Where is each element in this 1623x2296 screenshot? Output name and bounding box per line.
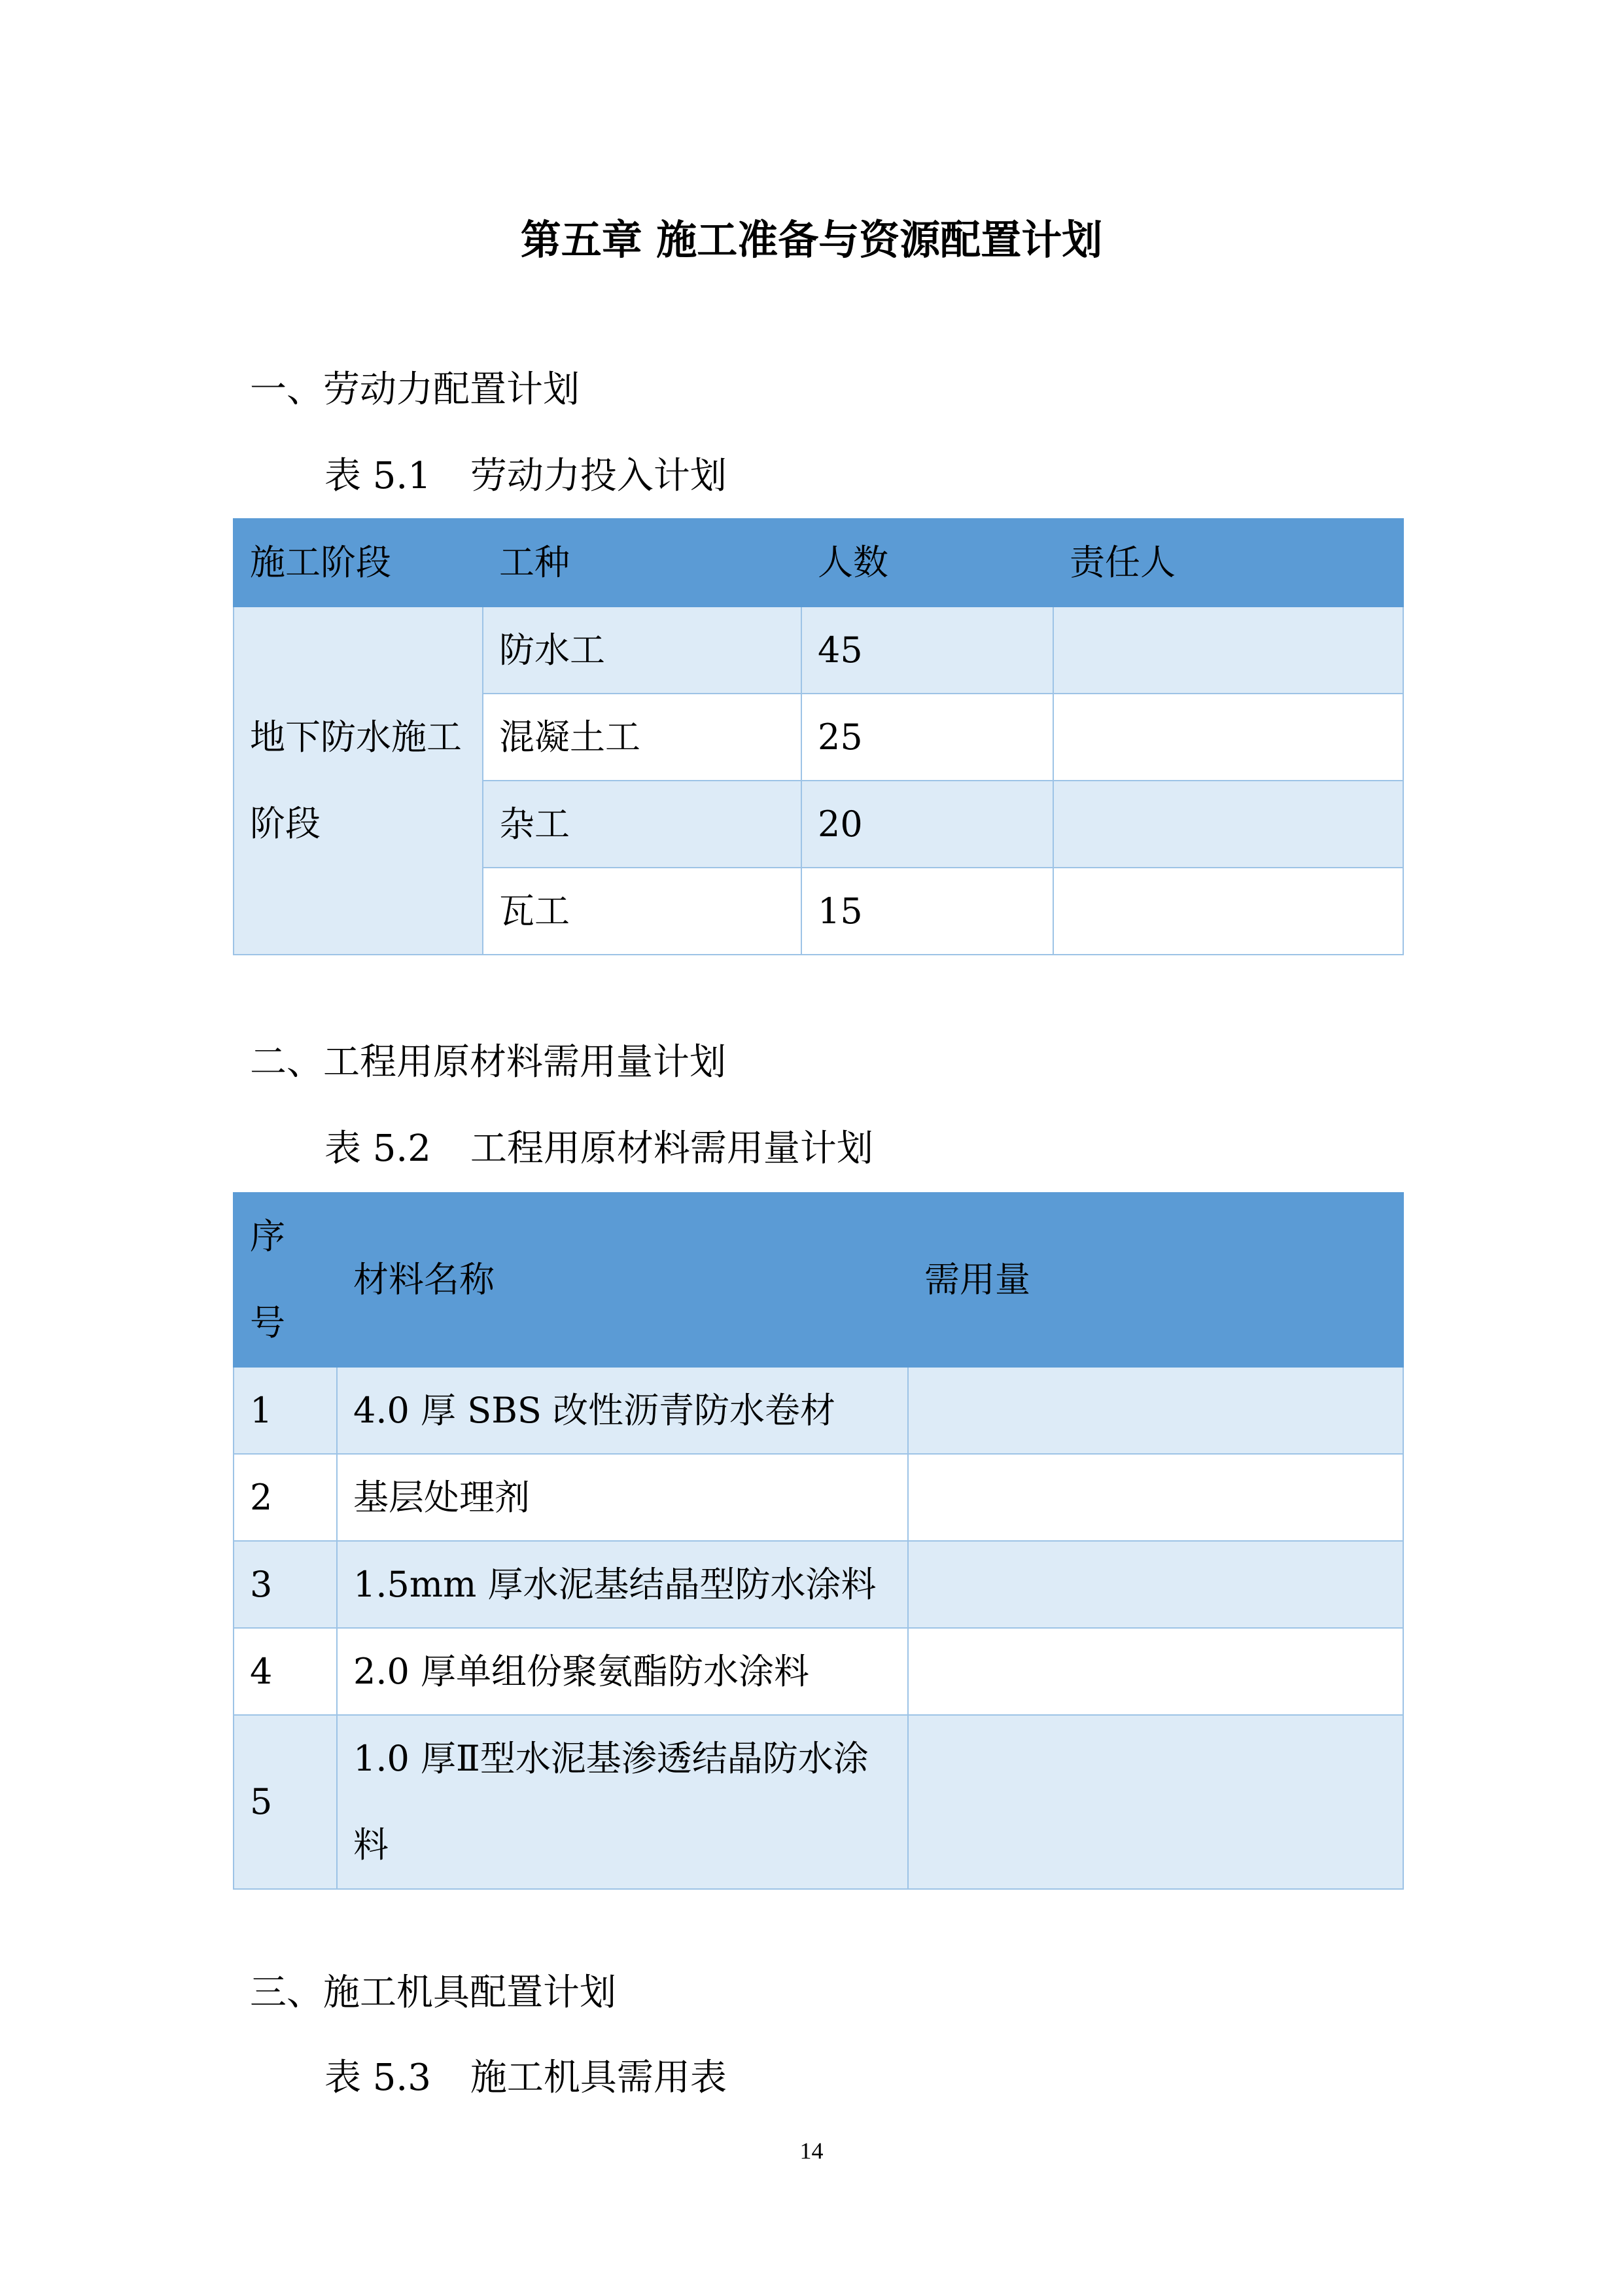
header-cell: 工种 xyxy=(483,519,801,607)
count-cell: 45 xyxy=(801,607,1053,694)
trade-cell: 防水工 xyxy=(483,607,801,694)
section-heading-machinery: 三、施工机具配置计划 xyxy=(250,1971,616,2014)
caption-text: 施工机具需用表 xyxy=(470,2057,727,2099)
table-caption-5-3 xyxy=(324,2052,727,2104)
person-cell xyxy=(1053,607,1403,694)
person-cell xyxy=(1053,694,1403,781)
seq-cell: 3 xyxy=(234,1541,337,1628)
caption-text: 劳动力投入计划 xyxy=(470,455,727,497)
trade-cell: 瓦工 xyxy=(483,868,801,955)
stage-cell: 地下防水施工阶段 xyxy=(234,607,483,955)
table-row xyxy=(234,1628,1403,1715)
quantity-cell xyxy=(908,1541,1403,1628)
page-number: 14 xyxy=(799,2138,824,2164)
count-cell: 20 xyxy=(801,781,1053,868)
section-heading-labor: 一、劳动力配置计划 xyxy=(250,368,580,411)
table-header-row xyxy=(234,519,1403,607)
labor-table xyxy=(233,518,1404,955)
section-heading-materials: 二、工程用原材料需用量计划 xyxy=(250,1041,726,1084)
table-row xyxy=(234,1367,1403,1454)
trade-cell: 混凝土工 xyxy=(483,694,801,781)
caption-number: 表 5.1 xyxy=(324,455,431,497)
header-cell: 序号 xyxy=(234,1193,337,1367)
table-caption-5-1 xyxy=(324,450,727,503)
table-row xyxy=(234,607,1403,694)
table-row xyxy=(234,1454,1403,1541)
caption-text: 工程用原材料需用量计划 xyxy=(470,1127,873,1170)
materials-table xyxy=(233,1192,1404,1890)
header-cell: 材料名称 xyxy=(337,1193,908,1367)
material-cell: 4.0 厚 SBS 改性沥青防水卷材 xyxy=(337,1367,908,1454)
header-cell: 施工阶段 xyxy=(234,519,483,607)
material-cell: 基层处理剂 xyxy=(337,1454,908,1541)
caption-number: 表 5.2 xyxy=(324,1127,431,1170)
person-cell xyxy=(1053,868,1403,955)
table-row xyxy=(234,1541,1403,1628)
seq-cell: 4 xyxy=(234,1628,337,1715)
header-cell: 人数 xyxy=(801,519,1053,607)
material-cell: 2.0 厚单组份聚氨酯防水涂料 xyxy=(337,1628,908,1715)
seq-cell: 1 xyxy=(234,1367,337,1454)
chapter-title: 第五章 施工准备与资源配置计划 xyxy=(520,216,1103,264)
table-row xyxy=(234,1715,1403,1889)
quantity-cell xyxy=(908,1715,1403,1889)
trade-cell: 杂工 xyxy=(483,781,801,868)
header-cell: 责任人 xyxy=(1053,519,1403,607)
person-cell xyxy=(1053,781,1403,868)
caption-number: 表 5.3 xyxy=(324,2057,431,2099)
table-header-row xyxy=(234,1193,1403,1367)
material-cell: 1.0 厚Ⅱ型水泥基渗透结晶防水涂料 xyxy=(337,1715,908,1889)
quantity-cell xyxy=(908,1628,1403,1715)
header-cell: 需用量 xyxy=(908,1193,1403,1367)
material-cell: 1.5mm 厚水泥基结晶型防水涂料 xyxy=(337,1541,908,1628)
seq-cell: 2 xyxy=(234,1454,337,1541)
seq-cell: 5 xyxy=(234,1715,337,1889)
quantity-cell xyxy=(908,1367,1403,1454)
quantity-cell xyxy=(908,1454,1403,1541)
table-caption-5-2 xyxy=(324,1123,873,1175)
count-cell: 25 xyxy=(801,694,1053,781)
count-cell: 15 xyxy=(801,868,1053,955)
